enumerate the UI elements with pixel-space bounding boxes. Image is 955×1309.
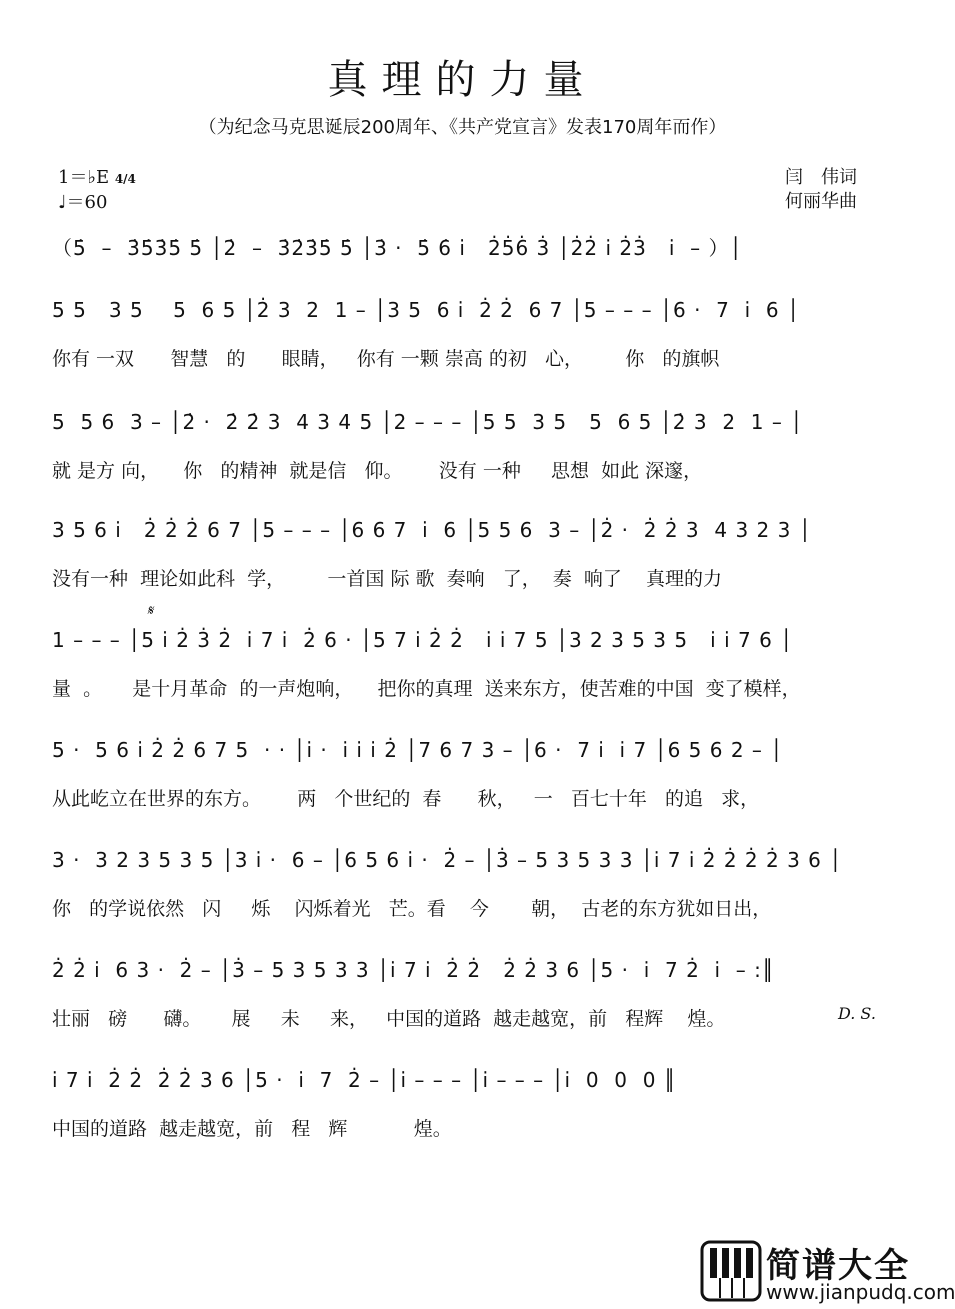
credits-block — [785, 166, 857, 214]
notation-line: （5̇ – 3̇5̇3̇5̇ 5̇ │2̇ – 3̇2̇3̇5̇ 5̇ │3̇ · 5̇ 6̇ i̇ 2̇5̇6̇ 3̇ │2̇2̇ i̇ 2̇3̇ i̇ – ）│ — [52, 236, 743, 260]
lyric-line: 就 是方 向， 你 的精神 就是信 仰。 没有 一种 思想 如此 深邃， — [52, 460, 703, 482]
notation-line: 5 5 6 3 – │2̇ · 2̇ 2̇ 3 4 3 4 5 │2 – – – │5 5 3 5 5 6 5 │2̇ 3 2 1 – │ — [52, 410, 804, 434]
time-signature: 4/4 — [114, 172, 136, 186]
piano-keys-icon — [700, 1240, 762, 1302]
notation-line: 2̇ 2̇ i̇ 6 3 · 2̇ – │3̇ – 5 3 5 3 3 │i̇ 7 i̇ 2̇ 2̇ 2̇ 2̇ 3 6 │5 · i̇ 7 2̇ i̇ – :║ — [52, 958, 775, 982]
composer-credit: 何丽华曲 — [785, 191, 857, 212]
notation-line: i̇ 7 i̇ 2̇ 2̇ 2̇ 2̇ 3 6 │5 · i̇ 7 2̇ – │i̇ – – – │i̇ – – – │i̇ 0 0 0 ║ — [52, 1068, 677, 1092]
lyricist-credit: 闫 伟词 — [785, 167, 857, 188]
key-signature: 1＝♭E — [58, 167, 110, 188]
notation-line: 5 5 3 5 5 6 5 │2̇ 3 2 1 – │3 5 6 i̇ 2̇ 2̇ 6 7 │5 – – – │6 · 7 i̇ 6 │ — [52, 298, 800, 322]
logo-url: www.jianpudq.com — [766, 1280, 955, 1304]
lyric-line: 你 的学说依然 闪 烁 闪烁着光 芒。看 今 朝， 古老的东方犹如日出， — [52, 898, 772, 920]
lyric-line: 没有一种 理论如此科 学， 一首国 际 歌 奏响 了， 奏 响了 真理的力 — [52, 568, 723, 590]
notation-line: 3 · 3 2 3 5 3 5 │3 i̇ · 6 – │6 5 6 i̇ · 2̇ – │3̇ – 5 3 5 3 3 │i̇ 7 i̇ 2̇ 2̇ 2̇ 2̇ 3 6 │ — [52, 848, 843, 872]
ds-mark: D. S. — [838, 1004, 876, 1023]
lyric-line: 从此屹立在世界的东方。 两 个世纪的 春 秋， 一 百七十年 的追 求， — [52, 788, 760, 810]
notation-line: 1 – – – │5 i̇ 2̇ 3̇ 2̇ i̇ 7 i̇ 2̇ 6 · │5 7 i̇ 2̇ 2̇ i̇ i̇ 7 5 │3 2 3 5 3 5 i̇ i̇ 7 6 │ — [52, 628, 794, 652]
lyric-line: 中国的道路 越走越宽，前 程 辉 煌。 — [52, 1118, 452, 1140]
tempo-marking: ♩＝60 — [58, 192, 108, 213]
lyric-line: 量 。 是十月革命 的一声炮响， 把你的真理 送来东方，使苦难的中国 变了模样， — [52, 678, 801, 700]
key-tempo-block — [58, 166, 136, 215]
notation-line: 3 5 6 i̇ 2̇ 2̇ 2̇ 6 7 │5 – – – │6 6 7 i̇ 6 │5 5 6 3 – │2̇ · 2̇ 2̇ 3 4 3 2 3 │ — [52, 518, 812, 542]
page-subtitle: （为纪念马克思诞辰200周年、《共产党宣言》发表170周年而作） — [198, 117, 727, 138]
page-title: 真理的力量 — [327, 57, 598, 103]
logo-name: 简谱大全 — [766, 1246, 910, 1286]
site-logo — [700, 1240, 955, 1306]
lyric-line: 壮丽 磅 礴。 展 未 来， 中国的道路 越走越宽，前 程辉 煌。 — [52, 1008, 726, 1030]
segno-mark: 𝄋 — [147, 603, 154, 619]
lyric-line: 你有 一双 智慧 的 眼睛， 你有 一颗 崇高 的初 心， 你 的旗帜 — [52, 348, 720, 370]
notation-line: 5 · 5 6 i̇ 2̇ 2̇ 6 7 5 · · │i̇ · i̇ i̇ i̇ 2̇ │7 6 7 3 – │6 · 7 i̇ i̇ 7 │6 5 6 2 – │ — [52, 738, 784, 762]
